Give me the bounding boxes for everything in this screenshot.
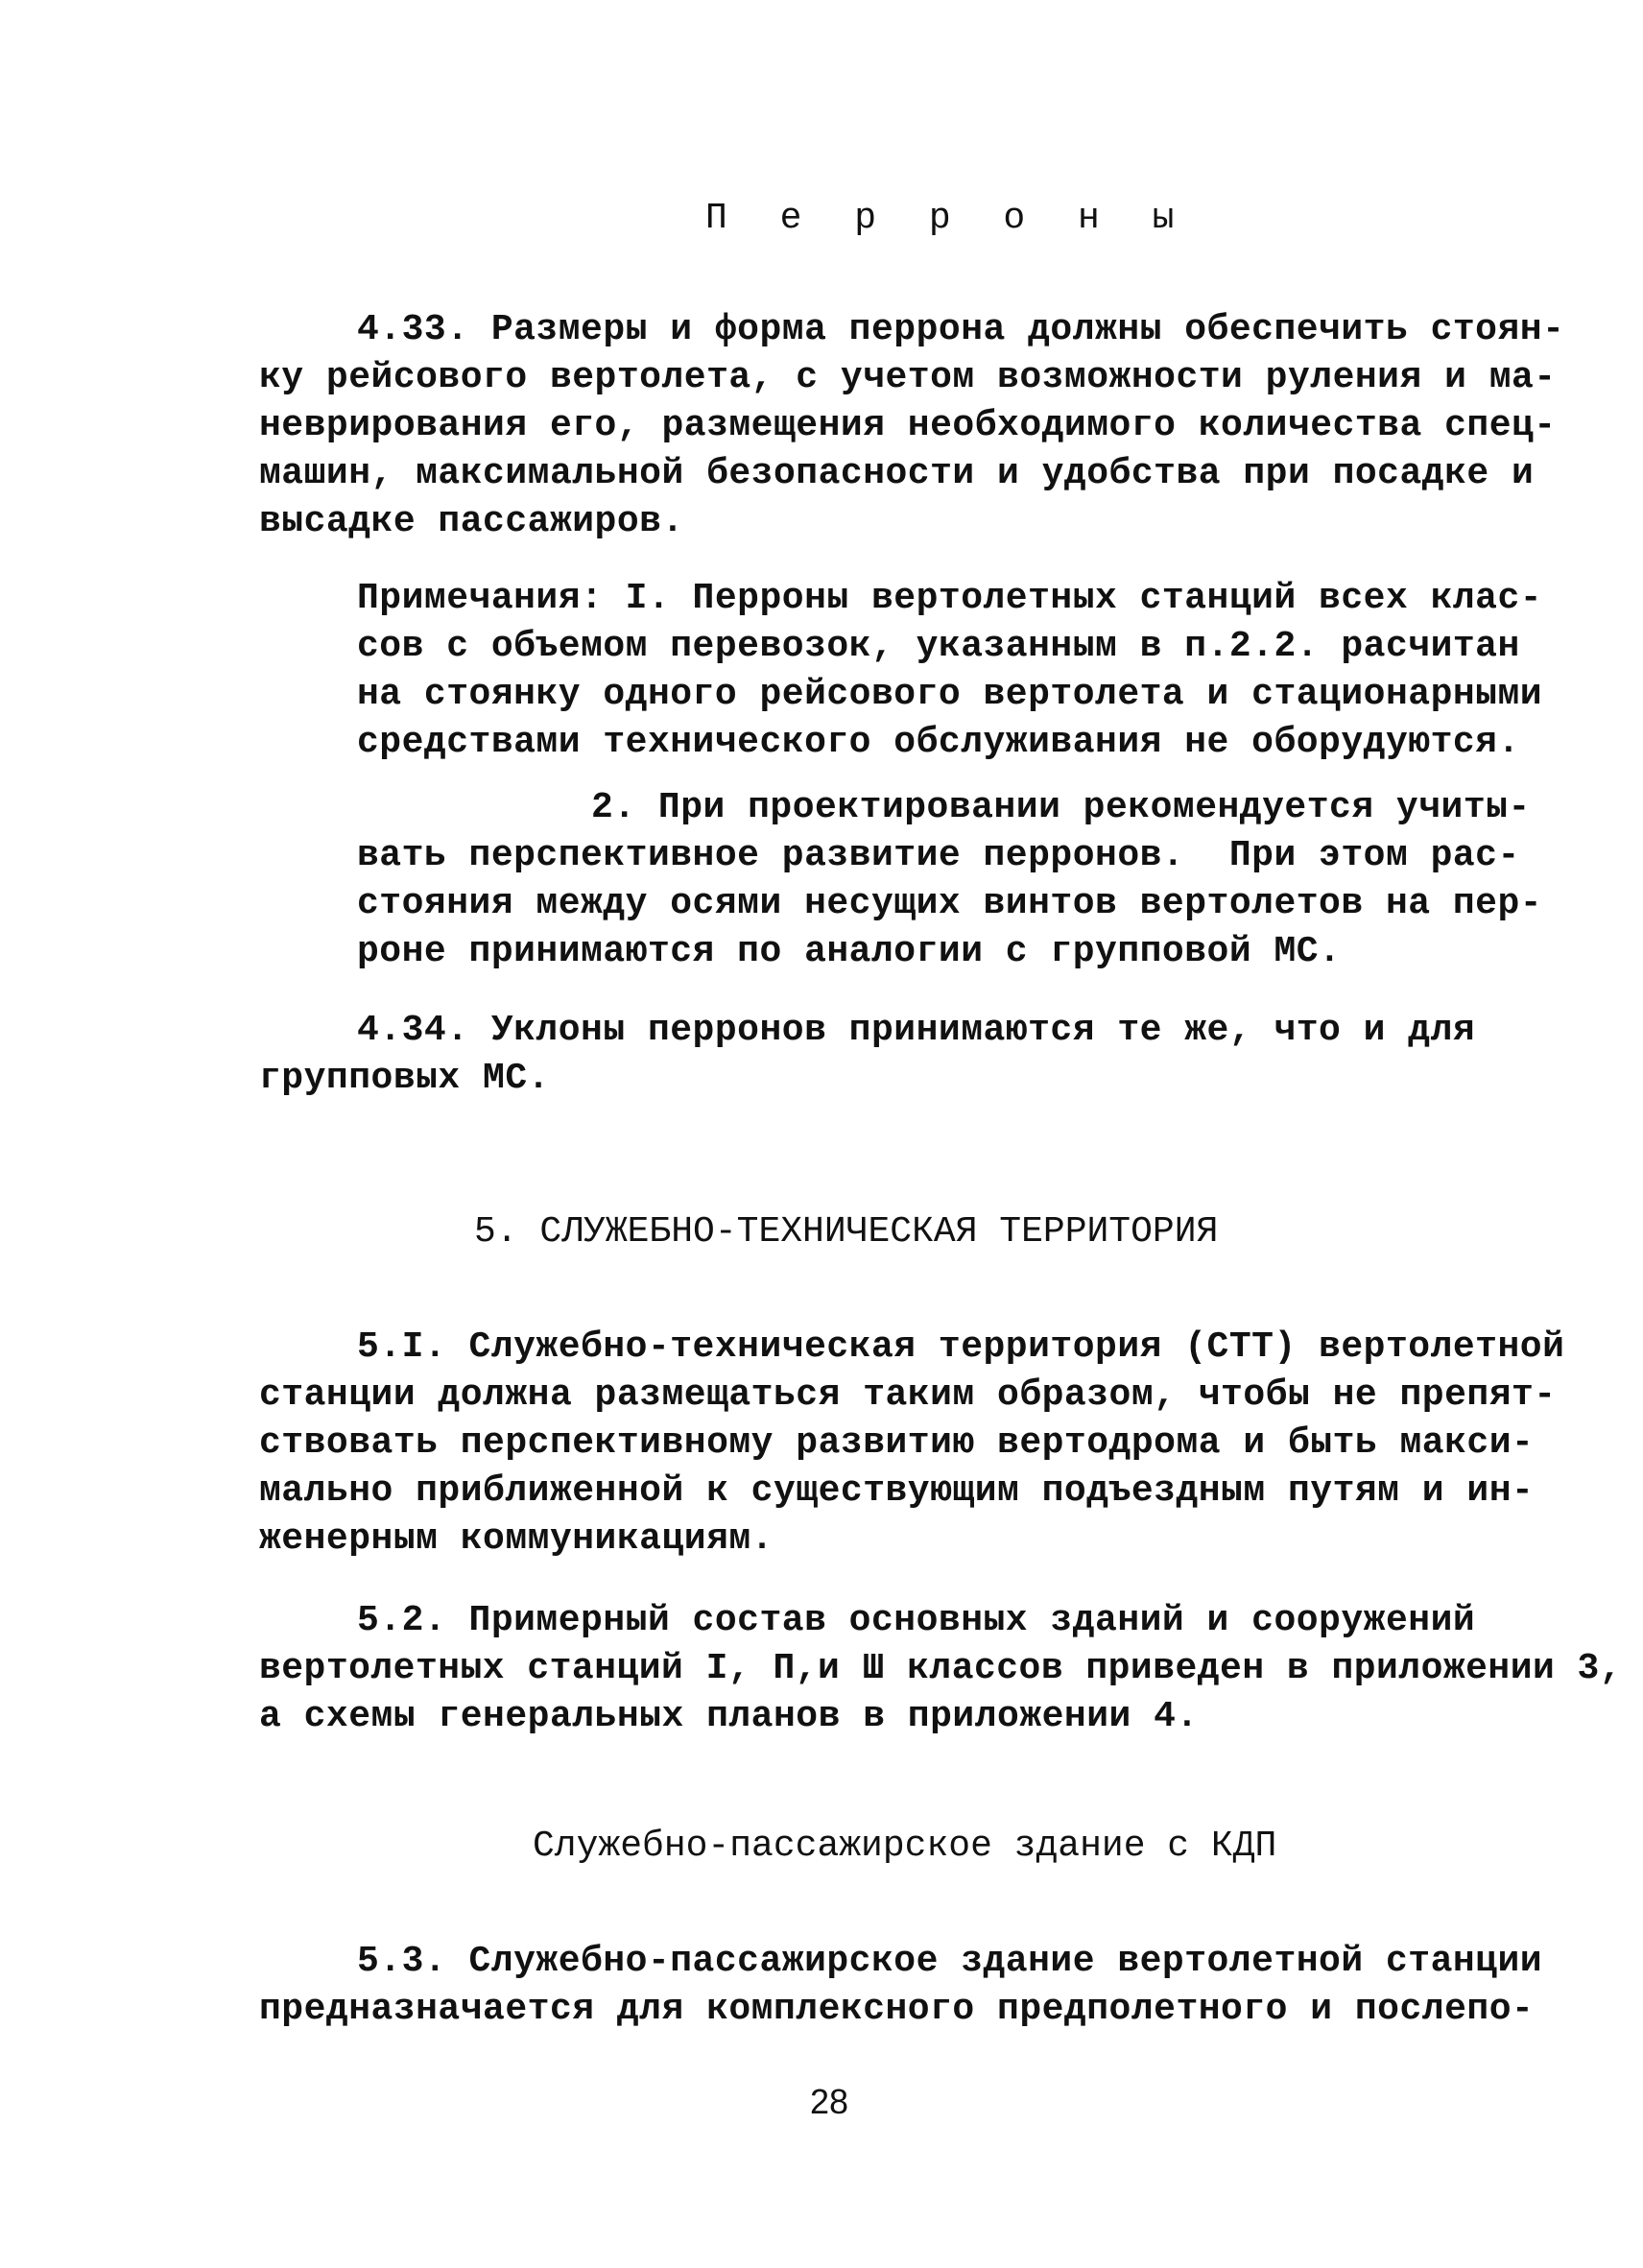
text-line: ствовать перспективному развитию вертодрома и быть макси- xyxy=(259,1422,1535,1464)
text-line: станции должна размещаться таким образом, чтобы не препят- xyxy=(259,1374,1557,1416)
page-number: 28 xyxy=(810,2082,849,2121)
text-line: неврирования его, размещения необходимого количества спец- xyxy=(259,405,1557,446)
text-line: высадке пассажиров. xyxy=(259,501,684,542)
text-line: а схемы генеральных планов в приложении 4. xyxy=(259,1696,1199,1737)
text-line: вать перспективное развитие перронов. При этом рас- xyxy=(357,835,1520,876)
text-line: 5.3. Служебно-пассажирское здание вертолетной станции xyxy=(357,1941,1543,1982)
text-line: вертолетных станций I, П,и Ш классов приведен в приложении 3, xyxy=(259,1648,1623,1689)
text-line: на стоянку одного рейсового вертолета и стационарными xyxy=(357,674,1543,715)
heading-perrony: П е р р о н ы xyxy=(705,198,1190,239)
text-line: 5.I. Служебно-техническая территория (СТТ) вертолетной xyxy=(357,1326,1565,1368)
text-line: стояния между осями несущих винтов вертолетов на пер- xyxy=(357,883,1543,924)
text-line: предназначается для комплексного предполетного и послепо- xyxy=(259,1989,1535,2030)
text-line: ку рейсового вертолета, с учетом возможности руления и ма- xyxy=(259,357,1557,398)
text-line: 4.33. Размеры и форма перрона должны обеспечить стоян- xyxy=(357,309,1565,350)
text-line: сов с объемом перевозок, указанным в п.2.2. расчитан xyxy=(357,626,1520,667)
heading-section-5: 5. СЛУЖЕБНО-ТЕХНИЧЕСКАЯ ТЕРРИТОРИЯ xyxy=(474,1211,1219,1253)
text-line: роне принимаются по аналогии с групповой МС. xyxy=(357,931,1342,972)
heading-building: Служебно-пассажирское здание с КДП xyxy=(533,1826,1277,1867)
text-line: групповых МС. xyxy=(259,1058,550,1099)
text-line: машин, максимальной безопасности и удобства при посадке и xyxy=(259,453,1535,494)
text-line: 2. При проектировании рекомендуется учиты- xyxy=(591,787,1531,828)
text-line: Примечания: I. Перроны вертолетных станций всех клас- xyxy=(357,578,1543,619)
text-line: 4.34. Уклоны перронов принимаются те же, что и для xyxy=(357,1010,1476,1051)
text-line: 5.2. Примерный состав основных зданий и сооружений xyxy=(357,1600,1476,1641)
text-line: женерным коммуникациям. xyxy=(259,1518,774,1560)
text-line: мально приближенной к существующим подъездным путям и ин- xyxy=(259,1470,1535,1512)
text-line: средствами технического обслуживания не оборудуются. xyxy=(357,722,1520,763)
